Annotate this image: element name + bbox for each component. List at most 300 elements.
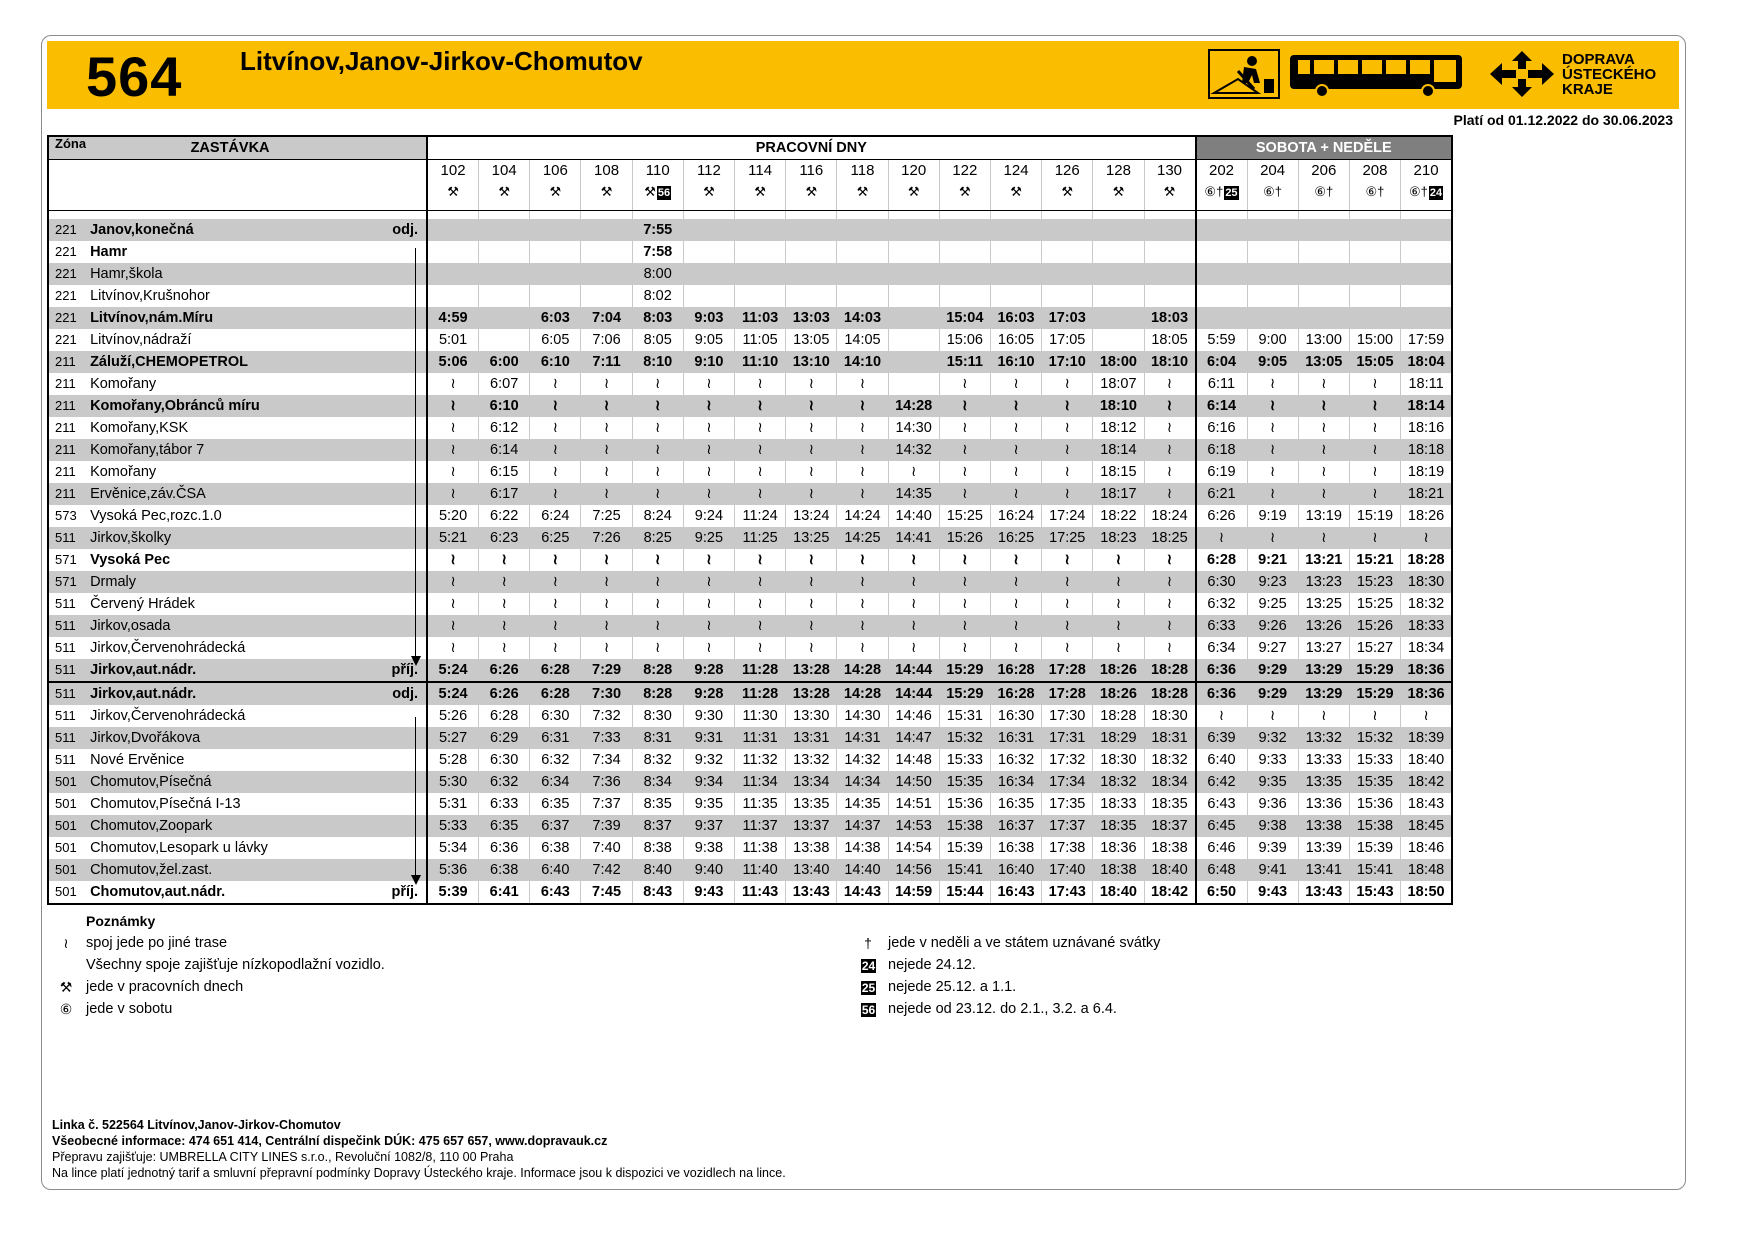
stop-name: Jirkov,aut.nádr.: [86, 682, 370, 705]
departure-time: 5:28: [427, 749, 479, 771]
stop-zone: 511: [48, 637, 86, 659]
stop-zone: 511: [48, 593, 86, 615]
departure-time: 15:06: [939, 329, 990, 351]
departure-time: ≀: [1144, 593, 1196, 615]
trip-symbol: [786, 182, 837, 211]
stop-zone: 211: [48, 417, 86, 439]
trip-symbol: [1093, 182, 1144, 211]
footer-line: Všeobecné informace: 474 651 414, Centrální dispečink DÚK: 475 657 657, www.dopravauk.cz: [52, 1134, 608, 1148]
departure-time: ≀: [888, 615, 939, 637]
departure-time: 14:51: [888, 793, 939, 815]
departure-time: ≀: [888, 461, 939, 483]
trip-symbol: [939, 182, 990, 211]
departure-time: ≀: [990, 439, 1041, 461]
departure-time: 15:43: [1349, 881, 1400, 904]
departure-time: [1196, 263, 1248, 285]
stop-mark: [370, 373, 427, 395]
departure-time: 15:23: [1349, 571, 1400, 593]
departure-time: ≀: [939, 373, 990, 395]
departure-time: ≀: [632, 593, 683, 615]
departure-time: 13:34: [786, 771, 837, 793]
departure-time: 18:32: [1401, 593, 1453, 615]
departure-time: [530, 219, 581, 241]
departure-time: ≀: [1144, 483, 1196, 505]
departure-time: 16:43: [990, 881, 1041, 904]
departure-time: [735, 263, 786, 285]
departure-time: 16:34: [990, 771, 1041, 793]
departure-time: 6:38: [479, 859, 530, 881]
trip-symbol: [837, 182, 888, 211]
departure-time: 9:25: [1247, 593, 1298, 615]
departure-time: 13:03: [786, 307, 837, 329]
departure-time: 15:38: [1349, 815, 1400, 837]
spacer-cell: [1093, 211, 1144, 220]
spacer-cell: [1042, 211, 1093, 220]
stop-name: Chomutov,aut.nádr.: [86, 881, 370, 904]
departure-time: ≀: [1298, 417, 1349, 439]
departure-time: 18:26: [1093, 682, 1144, 705]
departure-time: 14:56: [888, 859, 939, 881]
table-row: [48, 483, 1452, 505]
departure-time: 9:35: [683, 793, 734, 815]
departure-time: 14:44: [888, 682, 939, 705]
departure-time: 16:40: [990, 859, 1041, 881]
route-title: Litvínov,Janov-Jirkov-Chomutov: [240, 46, 643, 76]
departure-time: 8:37: [632, 815, 683, 837]
departure-time: 17:35: [1042, 793, 1093, 815]
trip-number: 208: [1349, 160, 1400, 183]
departure-time: 13:43: [786, 881, 837, 904]
table-row: [48, 307, 1452, 329]
table-row: [48, 659, 1452, 682]
note-symbol: ⑥: [59, 1001, 73, 1017]
departure-time: 9:33: [1247, 749, 1298, 771]
departure-time: 16:30: [990, 705, 1041, 727]
departure-time: 7:04: [581, 307, 632, 329]
departure-time: 18:18: [1401, 439, 1453, 461]
departure-time: ≀: [683, 395, 734, 417]
table-row: [48, 593, 1452, 615]
departure-time: 8:43: [632, 881, 683, 904]
spacer-cell: [990, 211, 1041, 220]
departure-time: [581, 219, 632, 241]
departure-time: ≀: [581, 483, 632, 505]
departure-time: ≀: [837, 571, 888, 593]
departure-time: ≀: [1349, 527, 1400, 549]
departure-time: 14:10: [837, 351, 888, 373]
departure-time: ≀: [1247, 483, 1298, 505]
departure-time: 18:40: [1401, 749, 1453, 771]
departure-time: ≀: [1042, 417, 1093, 439]
departure-time: ≀: [683, 483, 734, 505]
departure-time: 14:03: [837, 307, 888, 329]
departure-time: 9:32: [1247, 727, 1298, 749]
departure-time: 9:37: [683, 815, 734, 837]
stop-zone: 511: [48, 727, 86, 749]
departure-time: ≀: [786, 615, 837, 637]
departure-time: 6:39: [1196, 727, 1248, 749]
departure-time: 5:59: [1196, 329, 1248, 351]
departure-time: 6:40: [1196, 749, 1248, 771]
departure-time: 9:00: [1247, 329, 1298, 351]
spacer-cell: [1349, 211, 1400, 220]
note-text: nejede od 23.12. do 2.1., 3.2. a 6.4.: [888, 1001, 1117, 1017]
departure-time: [581, 285, 632, 307]
departure-time: ≀: [939, 483, 990, 505]
departure-time: 18:17: [1093, 483, 1144, 505]
departure-time: 6:26: [1196, 505, 1248, 527]
departure-time: ≀: [1349, 483, 1400, 505]
departure-time: 5:24: [427, 659, 479, 682]
departure-time: 18:14: [1093, 439, 1144, 461]
departure-time: 18:45: [1401, 815, 1453, 837]
departure-time: 8:02: [632, 285, 683, 307]
departure-time: 9:30: [683, 705, 734, 727]
departure-time: 17:40: [1042, 859, 1093, 881]
departure-time: 6:14: [479, 439, 530, 461]
departure-time: ≀: [683, 615, 734, 637]
departure-time: ≀: [1144, 549, 1196, 571]
departure-time: 14:28: [888, 395, 939, 417]
departure-time: 18:34: [1144, 771, 1196, 793]
departure-time: ≀: [581, 461, 632, 483]
stop-name: Jirkov,osada: [86, 615, 370, 637]
departure-time: ≀: [1042, 549, 1093, 571]
departure-time: 13:27: [1298, 637, 1349, 659]
trip-number: 124: [990, 160, 1041, 183]
departure-time: [786, 241, 837, 263]
departure-time: 15:33: [1349, 749, 1400, 771]
departure-time: 15:36: [1349, 793, 1400, 815]
departure-time: ≀: [479, 593, 530, 615]
departure-time: 17:30: [1042, 705, 1093, 727]
footer-line: Přepravu zajišťuje: UMBRELLA CITY LINES s.r.o., Revoluční 1082/8, 110 00 Praha: [52, 1150, 514, 1164]
stop-name: Chomutov,žel.zast.: [86, 859, 370, 881]
departure-time: 9:43: [683, 881, 734, 904]
arrow-head-icon: [411, 875, 421, 885]
spacer-cell: [581, 211, 632, 220]
departure-time: 11:28: [735, 682, 786, 705]
departure-time: 14:50: [888, 771, 939, 793]
departure-time: ≀: [479, 637, 530, 659]
stop-name: Chomutov,Zoopark: [86, 815, 370, 837]
departure-time: 9:21: [1247, 549, 1298, 571]
departure-time: 13:19: [1298, 505, 1349, 527]
departure-time: ≀: [939, 571, 990, 593]
departure-time: 5:06: [427, 351, 479, 373]
departure-time: 7:30: [581, 682, 632, 705]
departure-time: 18:36: [1401, 659, 1453, 682]
departure-time: 16:31: [990, 727, 1041, 749]
trip-number: 108: [581, 160, 632, 183]
departure-time: 8:28: [632, 682, 683, 705]
stop-zone: 501: [48, 793, 86, 815]
departure-time: 15:29: [1349, 659, 1400, 682]
stop-name: Komořany: [90, 464, 157, 480]
departure-time: 9:27: [1247, 637, 1298, 659]
departure-time: [1093, 219, 1144, 241]
departure-time: 8:31: [632, 727, 683, 749]
trip-number: 118: [837, 160, 888, 183]
departure-time: [1042, 263, 1093, 285]
departure-time: 18:36: [1093, 837, 1144, 859]
departure-time: 14:40: [837, 859, 888, 881]
departure-time: ≀: [530, 615, 581, 637]
departure-time: [427, 219, 479, 241]
restriction-badge: 25: [861, 981, 876, 995]
departure-time: ≀: [735, 439, 786, 461]
stop-header-spacer: [370, 136, 427, 160]
departure-time: [1196, 285, 1248, 307]
departure-time: 6:33: [1196, 615, 1248, 637]
departure-time: ≀: [990, 593, 1041, 615]
departure-time: ≀: [1093, 571, 1144, 593]
footer-line: Linka č. 522564 Litvínov,Janov-Jirkov-Chomutov: [52, 1118, 341, 1132]
stop-mark: [370, 241, 427, 263]
departure-time: 9:43: [1247, 881, 1298, 904]
stop-zone: 221: [48, 307, 86, 329]
departure-time: 18:05: [1144, 329, 1196, 351]
day-symbol: ⚒: [703, 184, 715, 199]
departure-time: ≀: [990, 461, 1041, 483]
note-symbol: [858, 979, 878, 995]
departure-time: ≀: [683, 461, 734, 483]
departure-time: [479, 285, 530, 307]
table-row: [48, 505, 1452, 527]
departure-time: ≀: [786, 461, 837, 483]
stop-zone: 501: [48, 837, 86, 859]
departure-time: ≀: [1298, 439, 1349, 461]
departure-time: ≀: [1144, 439, 1196, 461]
stop-zone: 501: [48, 815, 86, 837]
departure-time: 6:10: [530, 351, 581, 373]
departure-time: 6:18: [1196, 439, 1248, 461]
departure-time: 18:38: [1093, 859, 1144, 881]
departure-time: [939, 285, 990, 307]
departure-time: 7:29: [581, 659, 632, 682]
departure-time: 17:37: [1042, 815, 1093, 837]
trip-symbol: [1349, 182, 1400, 211]
stop-name: Hamr,škola: [86, 263, 370, 285]
stop-zone: 511: [48, 705, 86, 727]
departure-time: 14:40: [888, 505, 939, 527]
departure-time: [1401, 219, 1453, 241]
departure-time: 14:34: [837, 771, 888, 793]
departure-time: 6:30: [530, 705, 581, 727]
departure-time: 18:11: [1401, 373, 1453, 395]
departure-time: 14:46: [888, 705, 939, 727]
departure-time: 13:33: [1298, 749, 1349, 771]
departure-time: ≀: [837, 461, 888, 483]
departure-time: 17:32: [1042, 749, 1093, 771]
departure-time: 18:14: [1401, 395, 1453, 417]
departure-time: 6:28: [530, 682, 581, 705]
stop-mark: [370, 307, 427, 329]
departure-time: ≀: [990, 417, 1041, 439]
departure-time: 15:38: [939, 815, 990, 837]
zone-cell: [48, 182, 86, 211]
departure-time: 7:37: [581, 793, 632, 815]
restriction-badge: 56: [657, 187, 671, 199]
stop-mark: [370, 593, 427, 615]
departure-time: ≀: [786, 483, 837, 505]
brand-text: [1562, 52, 1656, 97]
departure-time: 18:30: [1093, 749, 1144, 771]
departure-time: 9:28: [683, 659, 734, 682]
timetable: [47, 135, 1453, 905]
note-text: nejede 24.12.: [888, 957, 976, 973]
departure-time: 14:44: [888, 659, 939, 682]
departure-time: 11:03: [735, 307, 786, 329]
departure-time: [888, 285, 939, 307]
departure-time: [1093, 307, 1144, 329]
day-symbol: ⚒: [754, 184, 766, 199]
departure-time: 18:32: [1144, 749, 1196, 771]
departure-time: [530, 263, 581, 285]
departure-time: 18:48: [1401, 859, 1453, 881]
stop-name: Záluží,CHEMOPETROL: [86, 351, 370, 373]
spacer-cell: [1196, 211, 1248, 220]
departure-time: ≀: [1247, 705, 1298, 727]
departure-time: ≀: [683, 373, 734, 395]
departure-time: 6:34: [1196, 637, 1248, 659]
stop-zone: 221: [48, 219, 86, 241]
departure-time: ≀: [888, 549, 939, 571]
departure-time: ≀: [479, 615, 530, 637]
departure-time: ≀: [581, 593, 632, 615]
departure-time: 15:29: [939, 659, 990, 682]
departure-time: 6:36: [479, 837, 530, 859]
departure-time: 6:28: [1196, 549, 1248, 571]
stop-zone: 511: [48, 659, 86, 682]
departure-time: 14:47: [888, 727, 939, 749]
day-symbol: ⚒: [549, 184, 562, 199]
departure-time: 6:05: [530, 329, 581, 351]
table-row: [48, 815, 1452, 837]
brand-text-line: DOPRAVA: [1562, 51, 1635, 68]
departure-time: [479, 241, 530, 263]
departure-time: [735, 219, 786, 241]
departure-time: 8:05: [632, 329, 683, 351]
table-row: [48, 263, 1452, 285]
stop-zone: 501: [48, 859, 86, 881]
table-row: [48, 351, 1452, 373]
departure-time: 16:25: [990, 527, 1041, 549]
table-row: [48, 461, 1452, 483]
departure-time: ≀: [581, 439, 632, 461]
departure-time: ≀: [939, 549, 990, 571]
stop-name: Drmaly: [86, 571, 370, 593]
departure-time: 11:31: [735, 727, 786, 749]
departure-time: 6:17: [479, 483, 530, 505]
departure-time: 6:21: [1196, 483, 1248, 505]
stop-name: Jirkov,školky: [86, 527, 370, 549]
departure-time: 14:32: [837, 749, 888, 771]
stop-zone: 211: [48, 373, 86, 395]
departure-time: 18:37: [1144, 815, 1196, 837]
departure-time: 5:36: [427, 859, 479, 881]
stop-mark: [370, 483, 427, 505]
departure-time: 15:32: [1349, 727, 1400, 749]
departure-time: 7:26: [581, 527, 632, 549]
stop-name: Komořany,KSK: [90, 420, 189, 436]
departure-time: 11:24: [735, 505, 786, 527]
departure-time: ≀: [1349, 705, 1400, 727]
note-text: jede v neděli a ve státem uznávané svátky: [888, 935, 1161, 951]
departure-time: 8:32: [632, 749, 683, 771]
trip-symbol: [1196, 182, 1248, 211]
departure-time: 6:14: [1196, 395, 1248, 417]
departure-time: 13:39: [1298, 837, 1349, 859]
trip-number: 112: [683, 160, 734, 183]
departure-time: 7:11: [581, 351, 632, 373]
departure-time: 15:26: [1349, 615, 1400, 637]
stop-mark: [370, 793, 427, 815]
departure-time: ≀: [427, 571, 479, 593]
day-symbol: ⚒: [1010, 184, 1022, 199]
departure-time: 16:03: [990, 307, 1041, 329]
departure-time: 18:24: [1144, 505, 1196, 527]
stop-mark: [370, 505, 427, 527]
departure-time: 17:31: [1042, 727, 1093, 749]
stop-zone: 511: [48, 749, 86, 771]
departure-time: 11:35: [735, 793, 786, 815]
departure-time: 13:24: [786, 505, 837, 527]
departure-time: 18:19: [1401, 461, 1453, 483]
departure-time: ≀: [683, 417, 734, 439]
departure-time: 14:43: [837, 881, 888, 904]
spacer-cell: [735, 211, 786, 220]
departure-time: 13:25: [1298, 593, 1349, 615]
stop-zone: 211: [48, 395, 86, 417]
departure-time: ≀: [1298, 527, 1349, 549]
departure-time: 6:35: [479, 815, 530, 837]
departure-time: 18:00: [1093, 351, 1144, 373]
departure-time: 15:25: [939, 505, 990, 527]
departure-time: ≀: [530, 395, 581, 417]
departure-time: ≀: [837, 439, 888, 461]
departure-time: 14:30: [888, 417, 939, 439]
departure-time: 13:38: [1298, 815, 1349, 837]
mark-cell: [370, 211, 427, 220]
departure-time: ≀: [1144, 395, 1196, 417]
departure-time: 15:04: [939, 307, 990, 329]
departure-time: 7:55: [632, 219, 683, 241]
departure-time: 5:20: [427, 505, 479, 527]
departure-time: 7:25: [581, 505, 632, 527]
departure-time: 15:39: [1349, 837, 1400, 859]
departure-time: ≀: [786, 439, 837, 461]
trip-symbol: [1401, 182, 1453, 211]
zone-header: Zóna: [48, 136, 86, 160]
departure-time: 13:31: [786, 727, 837, 749]
table-row: [48, 527, 1452, 549]
departure-time: [479, 263, 530, 285]
departure-time: [581, 241, 632, 263]
departure-time: 16:10: [990, 351, 1041, 373]
departure-time: ≀: [1247, 395, 1298, 417]
stop-mark: [370, 439, 427, 461]
day-symbol: ⑥†: [1408, 184, 1428, 199]
departure-time: 11:05: [735, 329, 786, 351]
departure-time: ≀: [1042, 483, 1093, 505]
departure-time: 9:31: [683, 727, 734, 749]
departure-time: 18:34: [1401, 637, 1453, 659]
departure-time: ≀: [530, 549, 581, 571]
weekday-header: PRACOVNÍ DNY: [427, 136, 1195, 160]
departure-time: ≀: [786, 373, 837, 395]
departure-time: 11:37: [735, 815, 786, 837]
